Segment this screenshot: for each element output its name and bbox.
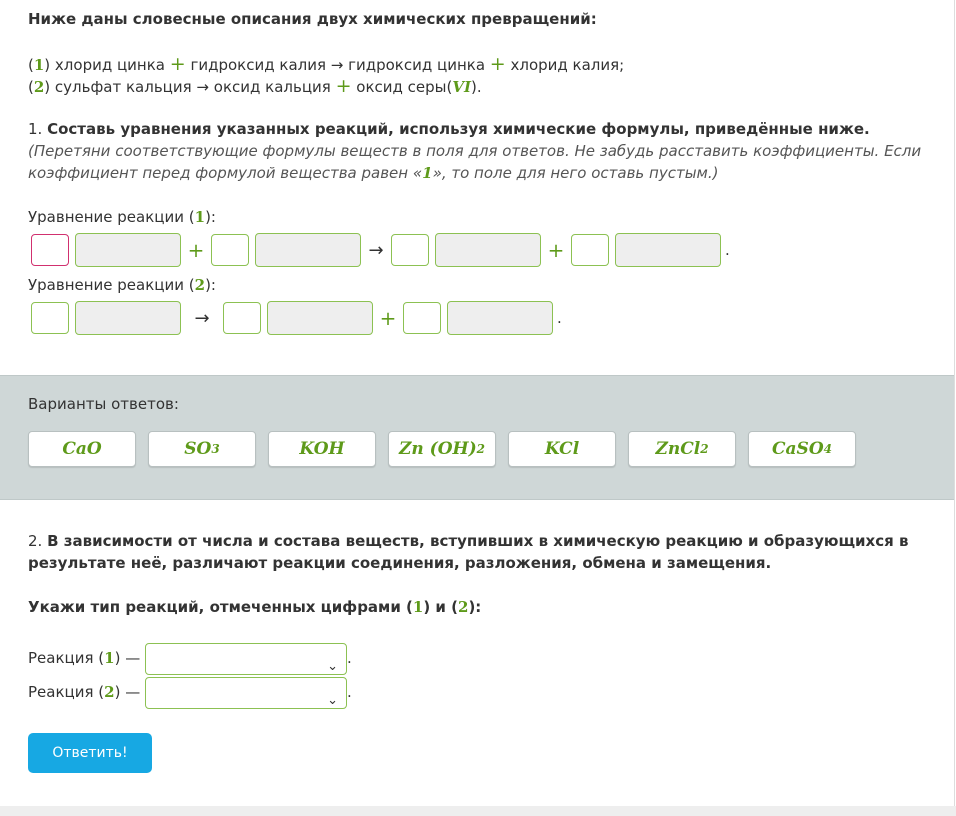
task-1-text: Составь уравнения указанных реакций, используя химические формулы, приведённые ниже.	[47, 120, 870, 138]
question-number: 1	[412, 598, 424, 616]
row-label: Реакция (	[28, 649, 105, 667]
formula-chip-koh[interactable]	[268, 431, 376, 467]
hint-one: 1	[422, 164, 433, 182]
coefficient-input[interactable]	[571, 234, 609, 266]
hint-text: », то поле для него оставь пустым.)	[432, 164, 719, 182]
formula-chip-zn-oh-2[interactable]	[388, 431, 496, 467]
chip-formula: CaSO	[772, 439, 824, 459]
task-1-hint-line2	[28, 164, 718, 182]
equation-1-label	[28, 208, 216, 226]
formula-drop-slot[interactable]	[447, 301, 553, 335]
r2-part-a: сульфат кальция → оксид кальция	[54, 78, 331, 96]
chip-formula: SO	[184, 439, 212, 459]
formula-chip-caso4[interactable]	[748, 431, 856, 467]
task-1-title	[28, 120, 870, 138]
equation-1-row	[28, 232, 730, 268]
question-text: ):	[468, 598, 482, 616]
chip-subscript: 4	[823, 442, 832, 456]
coefficient-input[interactable]	[31, 234, 69, 266]
question-text: Укажи тип реакций, отмеченных цифрами (	[28, 598, 413, 616]
coefficient-input[interactable]	[403, 302, 441, 334]
formula-drop-slot[interactable]	[255, 233, 361, 267]
equation-end-period: .	[725, 241, 730, 259]
coefficient-input[interactable]	[31, 302, 69, 334]
plus-sign: +	[187, 238, 205, 262]
chip-formula: Zn (OH)	[398, 439, 477, 459]
r2-part-b: оксид серы(	[356, 78, 453, 96]
answer-options-title: Варианты ответов:	[28, 395, 179, 413]
row-number: 1	[104, 649, 115, 667]
equation-1-number: 1	[194, 208, 206, 226]
task-2-text-line2: результате неё, различают реакции соединения, разложения, обмена и замещения.	[28, 554, 772, 572]
plus-sign: +	[489, 53, 506, 75]
hint-text: коэффициент перед формулой вещества равен «	[28, 164, 423, 182]
plus-sign: +	[379, 306, 397, 330]
row-period: .	[346, 683, 352, 701]
plus-sign: +	[547, 238, 565, 262]
r1-part-a: хлорид цинка	[54, 56, 165, 74]
reaction-1-type-select[interactable]	[145, 643, 347, 675]
r1-part-b: гидроксид калия → гидроксид цинка	[190, 56, 486, 74]
task-2-number: 2.	[28, 532, 43, 550]
reaction-2-type-row	[28, 675, 352, 709]
question-number: 2	[458, 598, 469, 616]
coefficient-input[interactable]	[391, 234, 429, 266]
equation-end-period: .	[557, 309, 562, 327]
formula-drop-slot[interactable]	[615, 233, 721, 267]
question-text: ) и (	[423, 598, 459, 616]
label-text: Уравнение реакции (	[28, 276, 195, 294]
coefficient-input[interactable]	[223, 302, 261, 334]
reaction-1-number: 1	[33, 56, 45, 74]
row-label: Реакция (	[28, 683, 105, 701]
intro-heading: Ниже даны словесные описания двух химических превращений:	[28, 10, 597, 28]
task-1-number: 1.	[28, 120, 43, 138]
formula-chip-cao[interactable]	[28, 431, 136, 467]
row-label: ) —	[114, 683, 141, 701]
valence-roman: VI	[452, 78, 472, 96]
chip-formula: CaO	[62, 439, 102, 459]
formula-chip-so3[interactable]	[148, 431, 256, 467]
chip-formula: ZnCl	[655, 439, 701, 459]
row-label: ) —	[114, 649, 141, 667]
formula-chip-zncl2[interactable]	[628, 431, 736, 467]
chip-formula: KCl	[544, 439, 580, 459]
task-2-question	[28, 598, 481, 616]
reaction-arrow: →	[368, 239, 384, 261]
task-2-text: В зависимости от числа и состава веществ, вступивших в химическую реакцию и образующихся в	[47, 532, 909, 550]
formula-drop-slot[interactable]	[75, 301, 181, 335]
answer-options-list	[28, 431, 868, 467]
r1-part-c: хлорид калия;	[510, 56, 625, 74]
plus-sign: +	[169, 53, 186, 75]
submit-button[interactable]: Ответить!	[28, 733, 152, 773]
equation-2-row	[28, 300, 562, 336]
r2-end: ).	[471, 78, 482, 96]
chip-subscript: 2	[700, 442, 709, 456]
formula-drop-slot[interactable]	[267, 301, 373, 335]
formula-drop-slot[interactable]	[435, 233, 541, 267]
row-period: .	[346, 649, 352, 667]
reaction-2-description: (2) сульфат кальция → оксид кальция + оксид серы(VI).	[28, 75, 482, 97]
equation-2-number: 2	[194, 276, 206, 294]
chip-subscript: 2	[476, 442, 485, 456]
chip-subscript: 3	[211, 442, 220, 456]
reaction-arrow: →	[194, 307, 210, 329]
bottom-strip	[0, 806, 956, 816]
formula-chip-kcl[interactable]	[508, 431, 616, 467]
label-text: Уравнение реакции (	[28, 208, 195, 226]
reaction-1-description: (1) хлорид цинка + гидроксид калия → гидроксид цинка + хлорид калия;	[28, 53, 625, 75]
chip-formula: KOH	[299, 439, 345, 459]
coefficient-input[interactable]	[211, 234, 249, 266]
label-text: ):	[205, 208, 216, 226]
chevron-down-icon: ⌄	[327, 692, 338, 708]
answer-options-panel	[0, 375, 954, 500]
chevron-down-icon: ⌄	[327, 658, 338, 674]
reaction-2-type-select[interactable]	[145, 677, 347, 709]
plus-sign: +	[335, 75, 352, 97]
task-2-text-line1	[28, 532, 908, 550]
reaction-2-number: 2	[33, 78, 45, 96]
row-number: 2	[104, 683, 115, 701]
reaction-1-type-row	[28, 641, 352, 675]
equation-2-label	[28, 276, 216, 294]
label-text: ):	[205, 276, 216, 294]
formula-drop-slot[interactable]	[75, 233, 181, 267]
task-1-hint-line1: (Перетяни соответствующие формулы веществ в поля для ответов. Не забудь расставить коэффициенты. Если	[28, 142, 922, 160]
